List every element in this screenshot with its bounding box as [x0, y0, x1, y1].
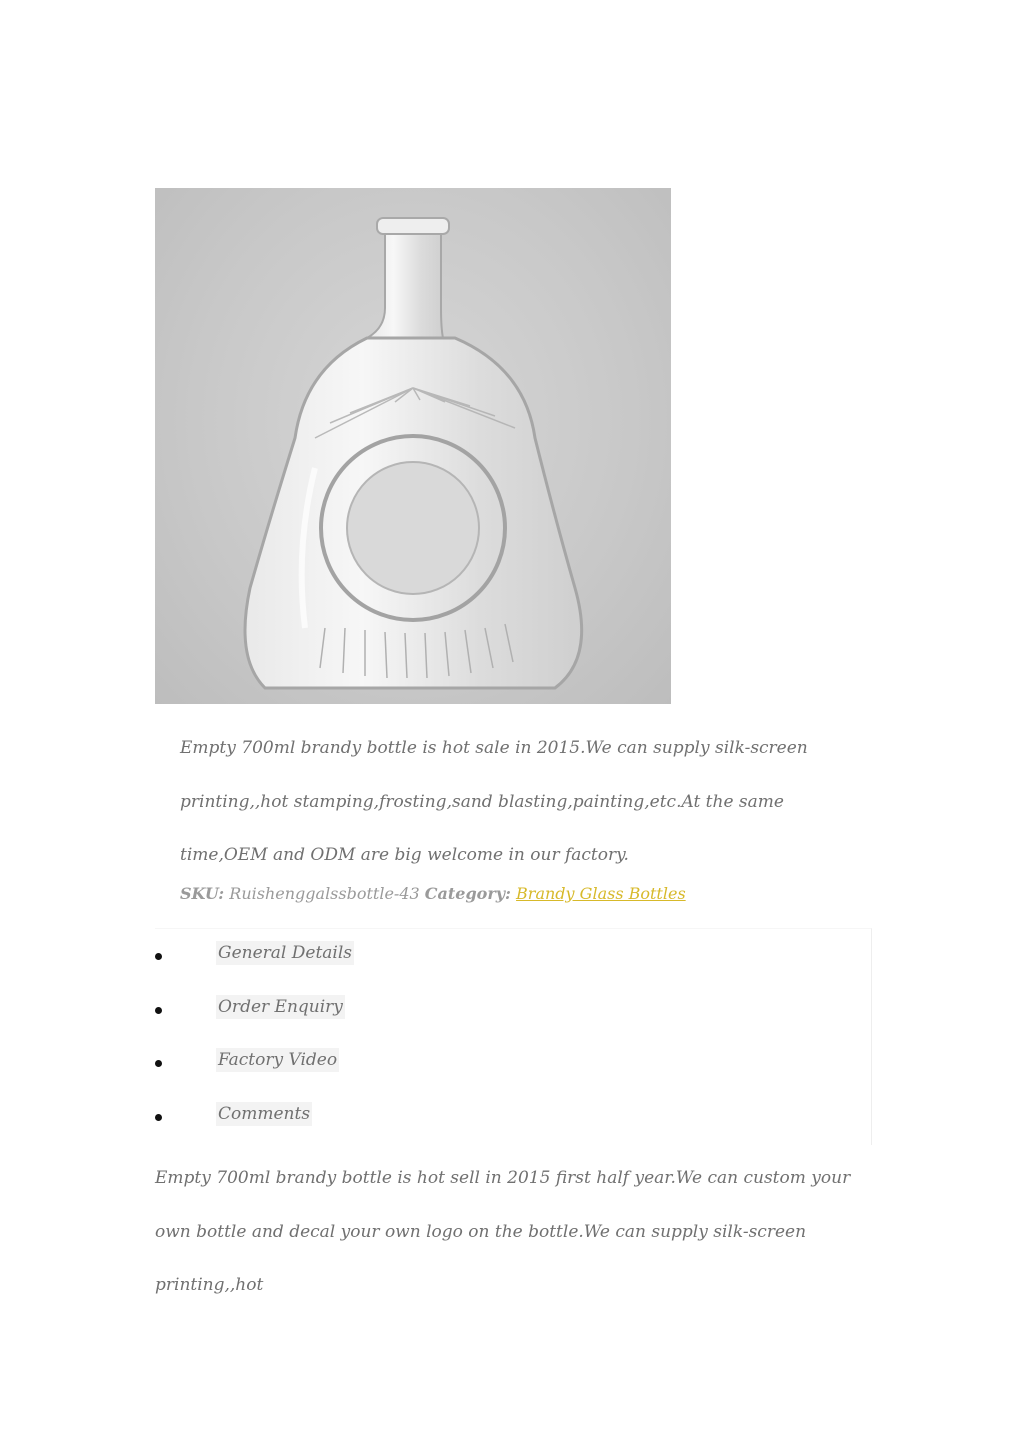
tab-general-details[interactable]: [155, 929, 871, 983]
bullet-icon: [155, 1007, 162, 1014]
tabs-list: [155, 929, 871, 1143]
tab-content-text: Empty 700ml brandy bottle is hot sell in 2015 first half year.We can custom your own bottle and decal your own logo on the bottle.We can supply silk-screen printing,,hot: [155, 1168, 851, 1295]
brandy-bottle-illustration: [155, 188, 671, 704]
tab-factory-video[interactable]: [155, 1036, 871, 1090]
product-tabs: [155, 928, 872, 1145]
bullet-icon: [155, 953, 162, 960]
category-link[interactable]: Brandy Glass Bottles: [516, 884, 686, 903]
sku-label: SKU:: [180, 884, 225, 903]
tab-label[interactable]: General Details: [218, 943, 353, 963]
sku-value: Ruishenggalssbottle-43: [229, 884, 420, 903]
tab-comments[interactable]: [155, 1090, 871, 1144]
tab-order-enquiry[interactable]: [155, 983, 871, 1037]
bullet-icon: [155, 1114, 162, 1121]
bullet-icon: [155, 1060, 162, 1067]
tab-label[interactable]: Factory Video: [218, 1050, 338, 1070]
tab-label[interactable]: Order Enquiry: [218, 996, 343, 1017]
product-image: [155, 188, 671, 704]
tab-label[interactable]: Comments: [218, 1103, 311, 1124]
category-label: Category:: [424, 884, 511, 903]
product-description: Empty 700ml brandy bottle is hot sale in 2015.We can supply silk-screen printing,,hot stamping,frosting,sand blasting,painting,etc.At the same time,OEM and ODM are big welcome in our factory.: [180, 738, 808, 865]
product-meta: [180, 884, 686, 903]
